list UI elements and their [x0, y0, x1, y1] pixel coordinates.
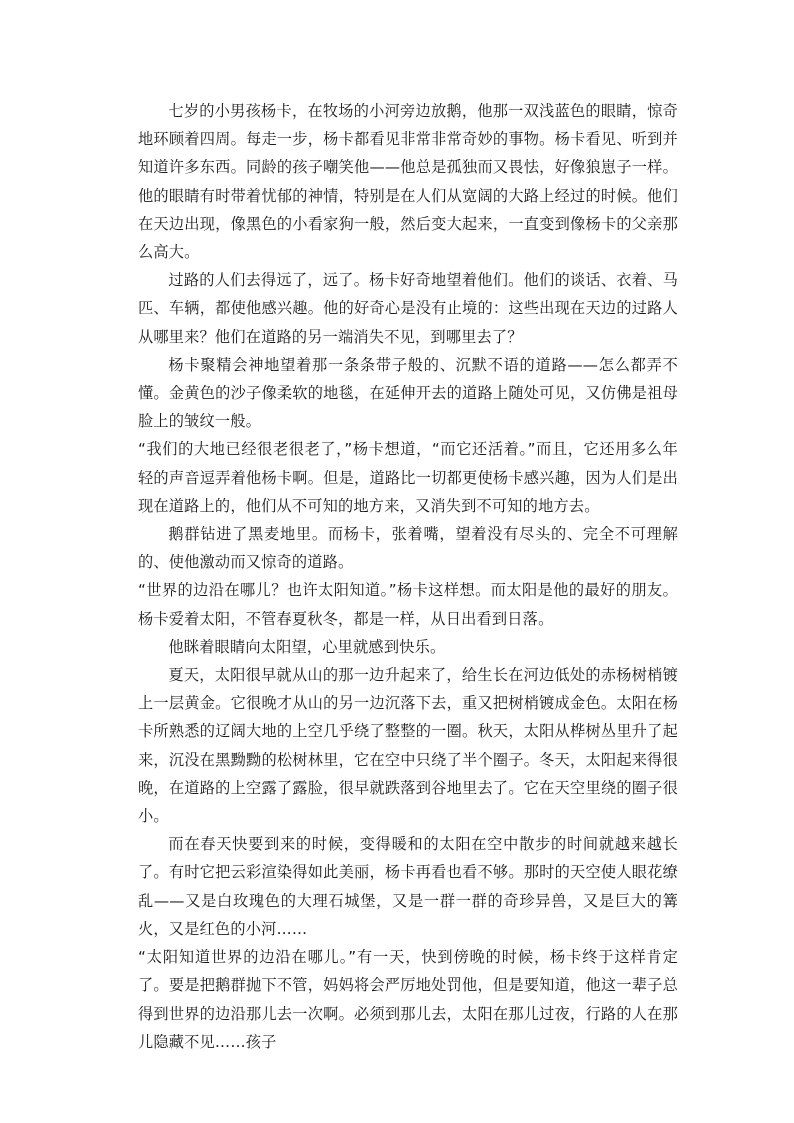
paragraph-6: “世界的边沿在哪儿？也许太阳知道。”杨卡这样想。而太阳是他的最好的朋友。杨卡爱着太阳，不管春夏秋冬，都是一样，从日出看到日落。 — [138, 581, 678, 628]
paragraph-7: 他眯着眼睛向太阳望，心里就感到快乐。 — [168, 637, 446, 656]
paragraph-2: 过路的人们去得远了，远了。杨卡好奇地望着他们。他们的谈话、衣着、马匹、车辆，都使他感兴趣。他的好奇心是没有止境的：这些出现在天边的过路人从哪里来？他们在道路的另一端消失不见，到哪里去了？ — [138, 271, 678, 346]
paragraph-10: “太阳知道世界的边沿在哪儿。”有一天，快到傍晚的时候，杨卡终于这样肯定了。要是把鹅群抛下不管，妈妈将会严厉地处罚他，但是要知道，他这一辈子总得到世界的边沿那儿去一次啊。必须到那儿去，太阳在那儿过夜，行路的人在那儿隐藏不见……孩子 — [138, 948, 678, 1051]
paragraph-9: 而在春天快要到来的时候，变得暖和的太阳在空中散步的时间就越来越长了。有时它把云彩渲染得如此美丽，杨卡再看也看不够。那时的天空使人眼花缭乱——又是白玫瑰色的大理石城堡，又是一群一群的奇珍异兽，又是巨大的篝火，又是红色的小河…… — [138, 835, 678, 938]
paragraph-1: 七岁的小男孩杨卡，在牧场的小河旁边放鹅，他那一双浅蓝色的眼睛，惊奇地环顾着四周。每走一步，杨卡都看见非常非常奇妙的事物。杨卡看见、听到并知道许多东西。同龄的孩子嘲笑他——他总是孤独而又畏怯，好像狼崽子一样。他的眼睛有时带着忧郁的神情，特别是在人们从宽阔的大路上经过的时候。他们在天边出现，像黑色的小看家狗一般，然后变大起来，一直变到像杨卡的父亲那么高大。 — [138, 102, 678, 262]
story-text — [138, 97, 678, 1056]
paragraph-3: 杨卡聚精会神地望着那一条条带子般的、沉默不语的道路——怎么都弄不懂。金黄色的沙子像柔软的地毯，在延伸开去的道路上随处可见，又仿佛是祖母脸上的皱纹一般。 — [138, 355, 678, 431]
paragraph-8: 夏天，太阳很早就从山的那一边升起来了，给生长在河边低处的赤杨树梢镀上一层黄金。它很晚才从山的另一边沉落下去，重又把树梢镀成金色。太阳在杨卡所熟悉的辽阔大地的上空几乎绕了整整的一圈。秋天，太阳从桦树丛里升了起来，沉没在黑黝黝的松树林里，它在空中只绕了半个圈子。冬天，太阳起来得很晚，在道路的上空露了露脸，很早就跌落到谷地里去了。它在天空里绕的圈子很小。 — [138, 666, 678, 826]
paragraph-4: “我们的大地已经很老很老了，”杨卡想道，“而它还活着。”而且，它还用多么年轻的声音逗弄着他杨卡啊。但是，道路比一切都更使杨卡感兴趣，因为人们是出现在道路上的，他们从不可知的地方来，又消失到不可知的地方去。 — [138, 440, 678, 515]
paragraph-5: 鹅群钻进了黑麦地里。而杨卡，张着嘴，望着没有尽头的、完全不可理解的、使他激动而又惊奇的道路。 — [138, 525, 678, 572]
